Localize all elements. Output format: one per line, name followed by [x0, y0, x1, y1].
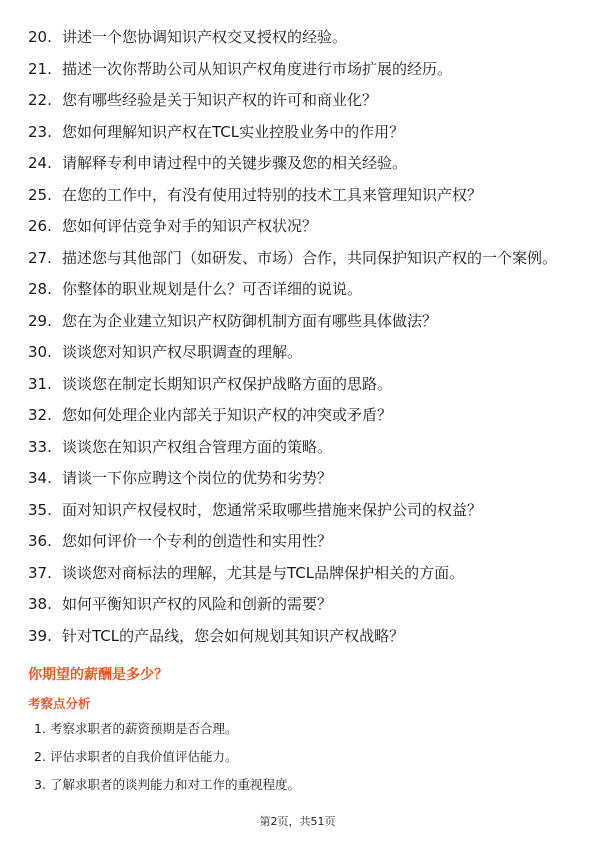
point-number: 1. [34, 721, 46, 736]
question-text: 谈谈您在知识产权组合管理方面的策略。 [62, 437, 333, 456]
list-item [28, 215, 573, 237]
analysis-list [34, 720, 564, 804]
list-item [28, 247, 573, 269]
question-text: 谈谈您对商标法的理解，尤其是与TCL品牌保护相关的方面。 [62, 563, 465, 582]
page-footer: 第2页，共51页 [259, 815, 336, 828]
list-item [28, 373, 573, 395]
list-item [34, 776, 564, 794]
question-number: 35. [28, 500, 52, 519]
question-text: 您如何评估竞争对手的知识产权状况？ [62, 217, 318, 235]
question-text: 你整体的职业规划是什么？可否详细的说说。 [62, 280, 363, 298]
list-item [28, 341, 573, 363]
question-text: 请解释专利申请过程中的关键步骤及您的相关经验。 [62, 154, 408, 172]
list-item [28, 404, 573, 426]
list-item [28, 436, 573, 458]
question-number: 39. [28, 626, 52, 645]
question-number: 34. [28, 469, 52, 487]
question-text: 如何平衡知识产权的风险和创新的需要？ [62, 595, 333, 613]
list-item [28, 121, 573, 143]
list-item [28, 530, 573, 552]
list-item [28, 499, 573, 521]
point-text: 了解求职者的谈判能力和对工作的重视程度。 [50, 777, 301, 792]
point-number: 3. [34, 777, 46, 792]
question-number: 23. [28, 122, 52, 141]
list-item [28, 310, 573, 332]
list-item [28, 625, 573, 647]
list-item [28, 467, 573, 489]
point-text: 考察求职者的薪资预期是否合理。 [50, 721, 238, 736]
question-number: 26. [28, 217, 52, 235]
question-text: 您如何处理企业内部关于知识产权的冲突或矛盾？ [62, 406, 393, 424]
list-item [28, 278, 573, 300]
list-item [34, 720, 564, 738]
question-number: 29. [28, 311, 52, 330]
list-item [28, 593, 573, 615]
question-text: 描述一次你帮助公司从知识产权角度进行市场扩展的经历。 [62, 59, 453, 78]
question-text: 针对TCL的产品线，您会如何规划其知识产权战略？ [62, 626, 405, 645]
question-number: 33. [28, 437, 52, 456]
question-number: 22. [28, 91, 52, 109]
list-item [28, 184, 573, 206]
question-number: 32. [28, 406, 52, 424]
analysis-heading: 考察点分析 [28, 696, 91, 711]
question-number: 36. [28, 532, 52, 550]
question-number: 28. [28, 280, 52, 298]
question-number: 20. [28, 28, 52, 46]
list-item [28, 152, 573, 174]
question-text: 讲述一个您协调知识产权交叉授权的经验。 [62, 28, 348, 46]
question-number: 37. [28, 563, 52, 582]
list-item [28, 89, 573, 111]
question-text: 请谈一下你应聘这个岗位的优势和劣势？ [62, 469, 333, 487]
point-number: 2. [34, 749, 46, 764]
question-text: 谈谈您对知识产权尽职调查的理解。 [62, 343, 303, 361]
list-item [28, 562, 573, 584]
list-item [28, 26, 573, 48]
question-number: 38. [28, 595, 52, 613]
question-text: 在您的工作中，有没有使用过特别的技术工具来管理知识产权？ [62, 185, 483, 204]
question-text: 您如何评价一个专利的创造性和实用性？ [62, 532, 333, 550]
question-text: 您在为企业建立知识产权防御机制方面有哪些具体做法？ [62, 311, 438, 330]
list-item [28, 58, 573, 80]
question-list [28, 26, 573, 656]
question-text: 面对知识产权侵权时，您通常采取哪些措施来保护公司的权益？ [62, 500, 483, 519]
question-text: 您如何理解知识产权在TCL实业控股业务中的作用？ [62, 122, 405, 141]
question-text: 您有哪些经验是关于知识产权的许可和商业化？ [62, 91, 378, 109]
question-number: 21. [28, 59, 52, 78]
question-text: 描述您与其他部门（如研发、市场）合作，共同保护知识产权的一个案例。 [62, 248, 558, 267]
question-text: 谈谈您在制定长期知识产权保护战略方面的思路。 [62, 374, 393, 393]
question-number: 30. [28, 343, 52, 361]
list-item [34, 748, 564, 766]
point-text: 评估求职者的自我价值评估能力。 [50, 749, 238, 764]
question-number: 31. [28, 374, 52, 393]
question-number: 24. [28, 154, 52, 172]
question-number: 25. [28, 185, 52, 204]
question-number: 27. [28, 248, 52, 267]
section-heading: 你期望的薪酬是多少？ [28, 667, 168, 683]
